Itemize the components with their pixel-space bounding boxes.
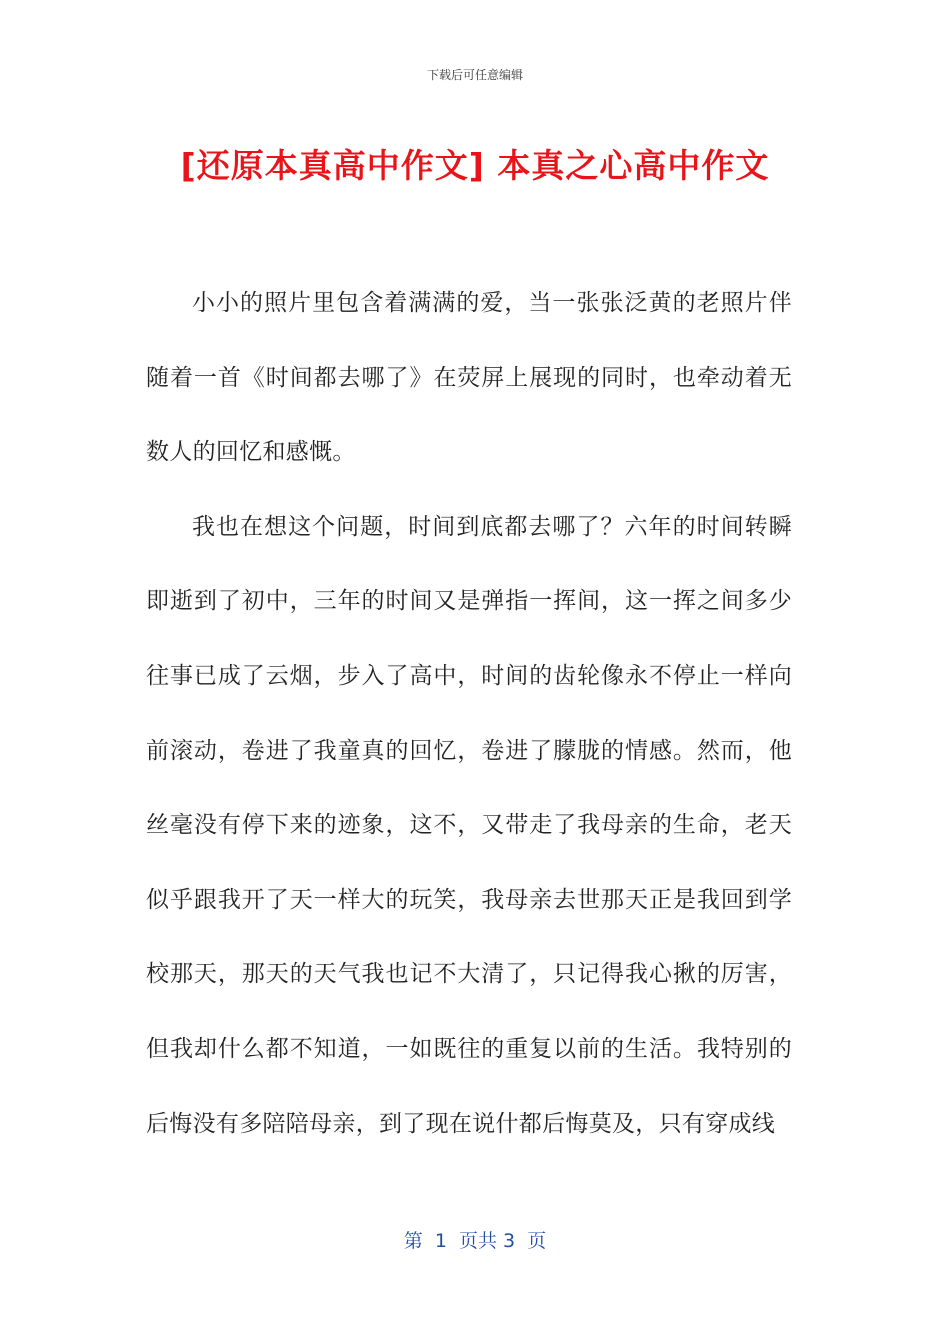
page-footer: 第 1 页共 3 页 xyxy=(403,1230,547,1252)
paragraph: 我也在想这个问题，时间到底都去哪了？六年的时间转瞬即逝到了初中，三年的时间又是弹指一挥间，这一挥之间多少往事已成了云烟，步入了高中，时间的齿轮像永不停止一样向前滚动，卷进了我童真的回忆，卷进了朦胧的情感。然而，他丝毫没有停下来的迹象，这不，又带走了我母亲的生命，老天似乎跟我开了天一样大的玩笑，我母亲去世那天正是我回到学校那天，那天的天气我也记不大清了，只记得我心揪的厉害，但我却什么都不知道，一如既往的重复以前的生活。我特别的后悔没有多陪陪母亲，到了现在说什都后悔莫及，只有穿成线 xyxy=(146,513,792,1137)
document-body xyxy=(146,266,792,1161)
document-title: [还原本真高中作文] 本真之心高中作文 xyxy=(180,146,770,185)
header-note: 下载后可任意编辑 xyxy=(426,68,523,82)
paragraph: 小小的照片里包含着满满的爱，当一张张泛黄的老照片伴随着一首《时间都去哪了》在荧屏上展现的同时，也牵动着无数人的回忆和感慨。 xyxy=(146,290,792,466)
